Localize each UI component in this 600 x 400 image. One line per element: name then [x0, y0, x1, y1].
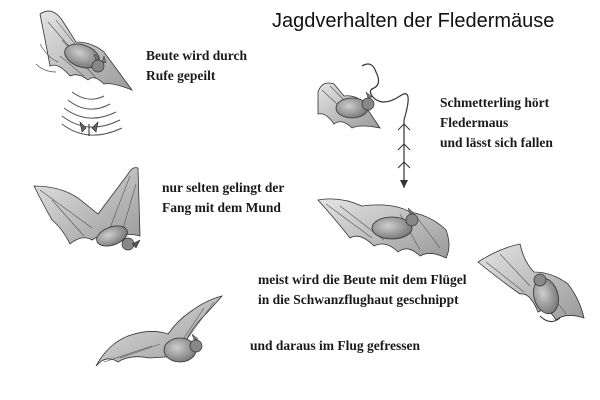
caption-line: Beute wird durch: [146, 48, 248, 63]
sound-waves: [62, 92, 122, 135]
bat-echolocating: [36, 11, 132, 90]
bat-wing-flick: [318, 199, 449, 258]
bat-mouth-catch: [34, 168, 140, 250]
bat-tail-membrane: [478, 244, 584, 322]
diagram-title: Jagdverhalten der Fledermäuse: [272, 10, 555, 32]
caption-line: Fang mit dem Mund: [162, 200, 281, 215]
caption-line: in die Schwanzflughaut geschnippt: [258, 292, 459, 307]
caption-line: Rufe gepeilt: [146, 68, 216, 83]
caption-line: Schmetterling hört: [440, 95, 550, 110]
caption-line: nur selten gelingt der: [162, 180, 285, 195]
caption-line: und lässt sich fallen: [440, 135, 553, 150]
caption-line: und daraus im Flug gefressen: [250, 338, 421, 353]
caption-line: Fledermaus: [440, 115, 509, 130]
caption-line: meist wird die Beute mit dem Flügel: [258, 272, 467, 287]
bat-eating: [96, 296, 222, 366]
